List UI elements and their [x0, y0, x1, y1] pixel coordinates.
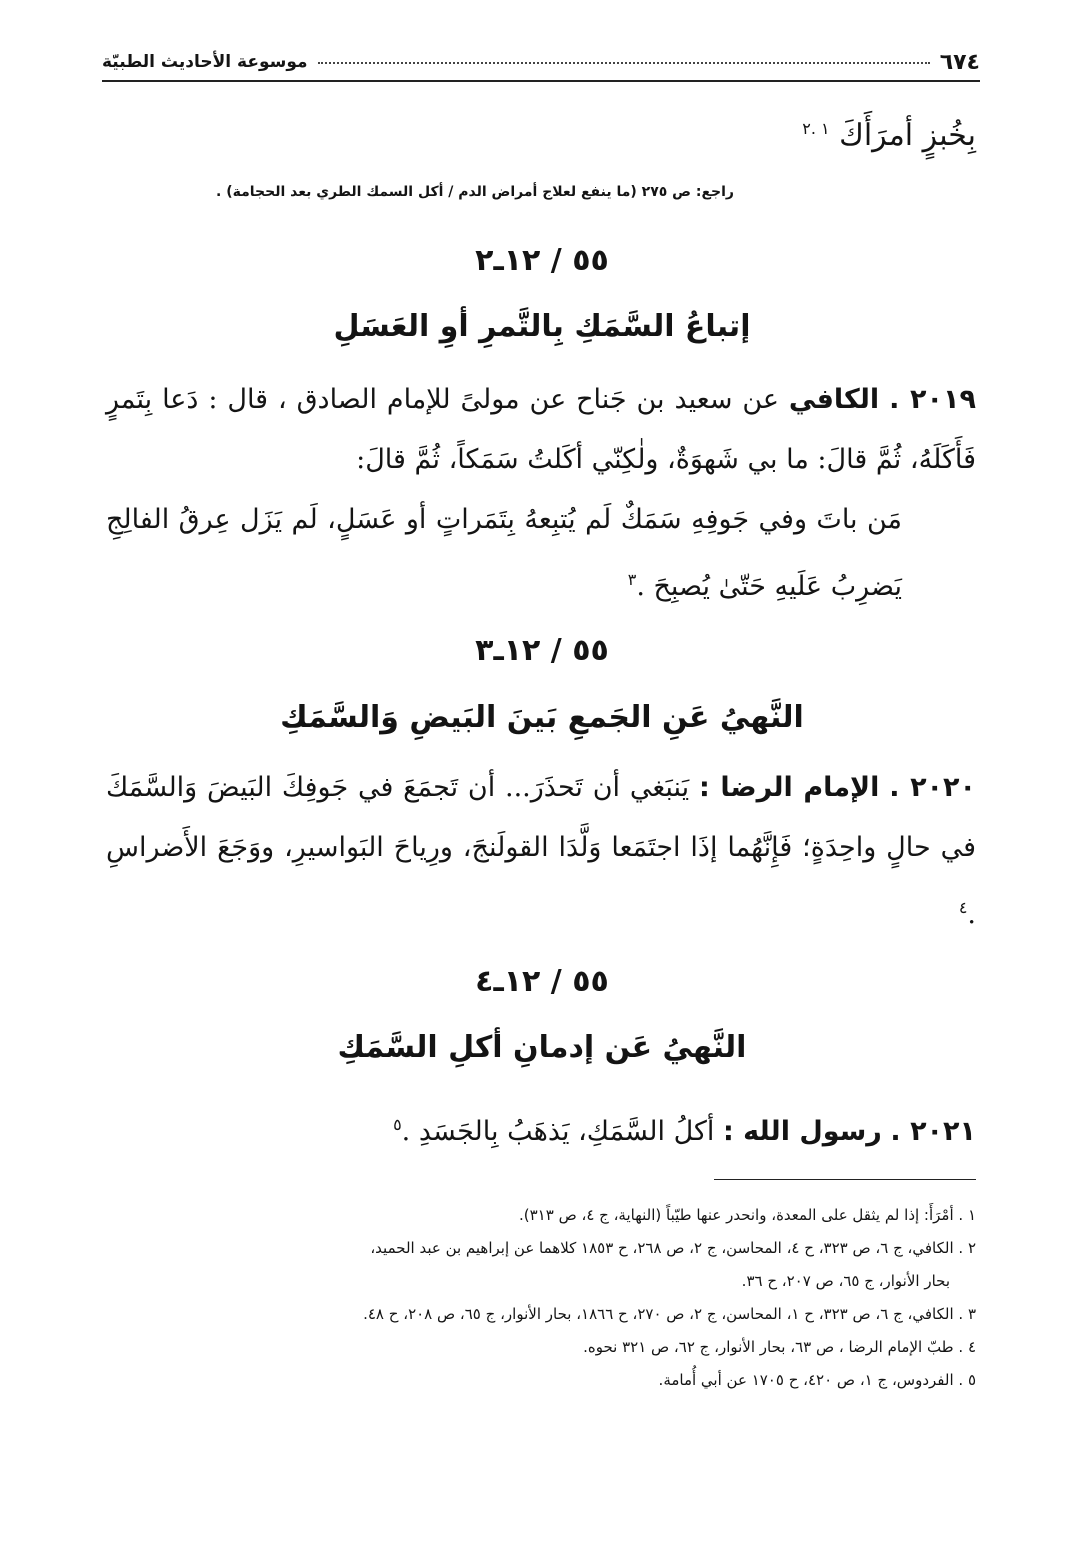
hadith-entry: [106, 758, 976, 945]
footnote-marker: ٣: [627, 570, 637, 589]
hadith-text: أكلُ السَّمَكِ، يَذهَبُ بِالجَسَدِ .: [401, 1116, 715, 1147]
hadith-source: الإمام الرضا :: [698, 772, 880, 803]
section-title: النَّهيُ عَن إدمانِ أكلِ السَّمَكِ: [337, 1030, 747, 1065]
hadith-number: ٢٠١٩ .: [889, 384, 976, 415]
footnotes: [106, 1199, 976, 1397]
hadith-quote-text: مَن باتَ وفي جَوفِهِ سَمَكٌ لَم يُتبِعهُ بِتَمَراتٍ أو عَسَلٍ، لَم يَزَل عِرقُ الفالِجِ يَضرِبُ عَلَيهِ حَتّىٰ يُصبِحَ .: [106, 504, 902, 602]
hadith-number: ٢٠٢٠ .: [889, 772, 976, 803]
book-title: موسوعة الأحاديث الطبيّة: [102, 52, 308, 72]
page-number: ٦٧٤: [939, 49, 980, 75]
hadith-number: ٢٠٢١ .: [890, 1116, 976, 1147]
footnote: ٣ . الكافي، ج ٦، ص ٣٢٣، ح ١، المحاسن، ج ٢، ص ٢٧٠، ح ١٨٦٦، بحار الأنوار، ج ٦٥، ص ٢٠٨، ح ٤٨.: [363, 1305, 976, 1323]
footnote-separator: [714, 1179, 976, 1180]
carry-over-text: بِخُبزٍ أمرَأَكَ: [839, 118, 976, 153]
section-title: إتباعُ السَّمَكِ بِالتَّمرِ أوِ العَسَلِ: [333, 309, 751, 344]
hadith-entry: [106, 1095, 976, 1162]
header-dot-leader: [318, 52, 930, 64]
hadith-quote: [106, 490, 976, 617]
hadith-source: رسول الله :: [722, 1116, 882, 1147]
footnote-marker: ٤: [958, 898, 968, 917]
footnote-markers: ١ .٢: [802, 119, 830, 138]
hadith-entry: [106, 370, 976, 617]
section-number: ٥٥ / ١٢ـ٣: [475, 633, 609, 668]
carry-over-line: [802, 118, 976, 153]
cross-reference-note: راجع: ص ٢٧٥ (ما ينفع لعلاج أمراض الدم / أكل السمك الطري بعد الحجامة) .: [216, 184, 734, 200]
running-header: [102, 44, 980, 82]
section-number: ٥٥ / ١٢ـ٢: [475, 243, 609, 278]
footnote: ٤ . طبّ الإمام الرضا ، ص ٦٣، بحار الأنوار، ج ٦٢، ص ٣٢١ نحوه.: [583, 1338, 976, 1356]
hadith-text: عن سعيد بن جَناح عن مولىً للإمام الصادق ، قال : دَعا بِتَمرٍ فَأَكَلَهُ، ثُمَّ قالَ: ما بي شَهوَةٌ، ولٰكِنّي أكَلتُ سَمَكاً، ثُمَّ قالَ:: [106, 384, 976, 475]
section-title: النَّهيُ عَنِ الجَمعِ بَينَ البَيضِ وَالسَّمَكِ: [280, 700, 804, 735]
footnote: ٢ . الكافي، ج ٦، ص ٣٢٣، ح ٤، المحاسن، ج ٢، ص ٢٦٨، ح ١٨٥٣ كلاهما عن إبراهيم بن عبد الحميد،: [370, 1239, 976, 1257]
footnote-marker: ٥: [393, 1115, 402, 1134]
section-number: ٥٥ / ١٢ـ٤: [475, 964, 609, 999]
footnote-continuation: بحار الأنوار، ج ٦٥، ص ٢٠٧، ح ٣٦.: [741, 1272, 950, 1290]
footnote: ٥ . الفردوس، ج ١، ص ٤٢٠، ح ١٧٠٥ عن أبي أُمامة.: [658, 1371, 976, 1389]
footnote: ١ . أمْرَأَ: إذا لم يثقل على المعدة، وانحدر عنها طيّباً (النهاية، ج ٤، ص ٣١٣).: [519, 1206, 976, 1224]
hadith-source: الكافي: [788, 384, 880, 415]
hadith-text: يَنبَغي أن تَحذَرَ... أن تَجمَعَ في جَوفِكَ البَيضَ وَالسَّمَكَ في حالٍ واحِدَةٍ؛ فَإِنَّهُما إذَا اجتَمَعا وَلَّدَا القولَنجَ، ورِياحَ البَواسيرِ، ووَجَعَ الأَضراسِ .: [106, 772, 976, 930]
